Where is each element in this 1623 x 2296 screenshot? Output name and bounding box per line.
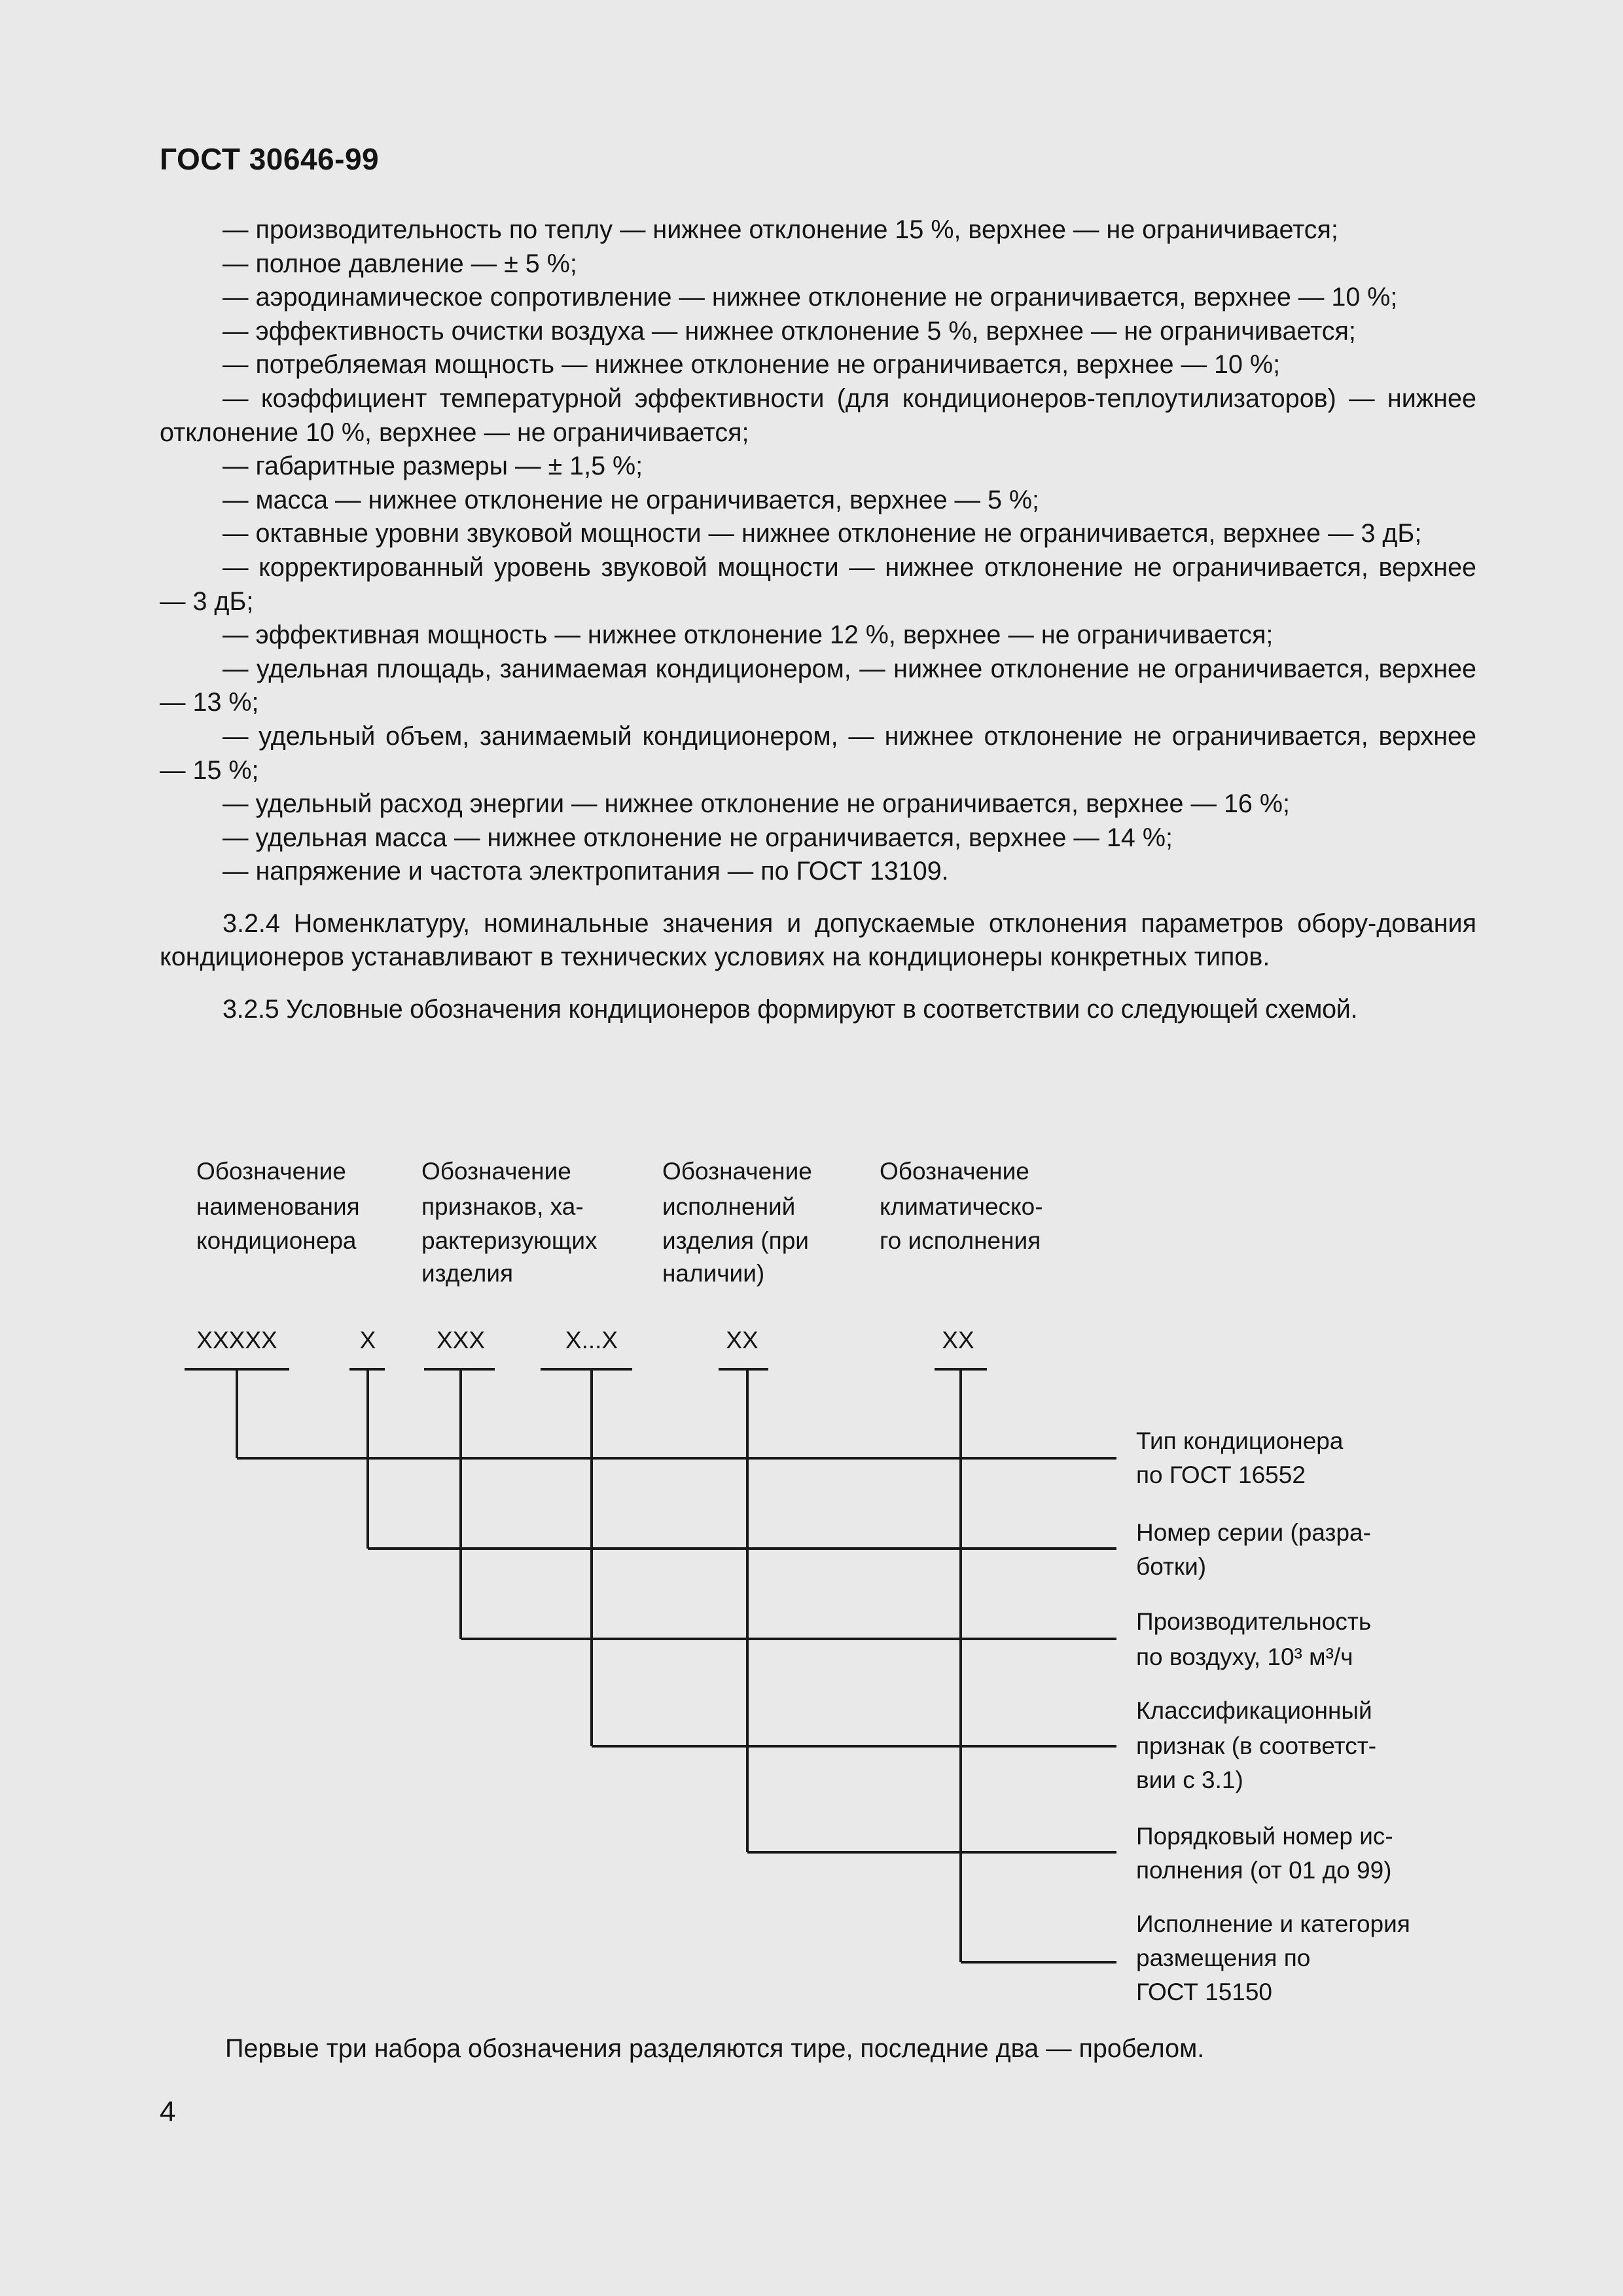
code-series: X — [359, 1327, 376, 1354]
label-line: Порядковый номер ис- — [1136, 1823, 1393, 1850]
label-climatic-category — [1136, 1910, 1410, 2005]
column-header-line: наличии) — [662, 1260, 765, 1287]
column-header-features — [421, 1158, 597, 1287]
page-number: 4 — [160, 2096, 176, 2128]
column-header-line: наименования — [196, 1193, 360, 1220]
scheme-note: Первые три набора обозначения разделяются тире, последние два — пробелом. — [225, 2034, 1205, 2063]
label-line: Тип кондиционера — [1136, 1427, 1344, 1454]
label-line: по ГОСТ 16552 — [1136, 1462, 1306, 1488]
paragraph-3-2-4: 3.2.4 Номенклатуру, номинальные значения и допускаемые отклонения параметров обору-дования кондиционеров устанавливают в технических условиях на кондиционеры конкретных типов. — [160, 908, 1476, 972]
list-item: — полное давление — ± 5 %; — [223, 249, 577, 278]
label-line: Производительность — [1136, 1608, 1372, 1635]
column-header-versions — [662, 1158, 812, 1287]
column-header-line: изделия (при — [662, 1227, 809, 1254]
column-header-line: го исполнения — [880, 1227, 1041, 1254]
list-item: — удельная площадь, занимаемая кондиционером, — нижнее отклонение не ограничивается, верхнее — 13 %; — [160, 654, 1476, 717]
label-line: Классификационный — [1136, 1697, 1372, 1724]
paragraph-3-2-5: 3.2.5 Условные обозначения кондиционеров формируют в соответствии со следующей схемой. — [223, 995, 1358, 1024]
list-item: — октавные уровни звуковой мощности — нижнее отклонение не ограничивается, верхнее — 3 дБ; — [223, 519, 1422, 548]
list-item: — напряжение и частота электропитания — по ГОСТ 13109. — [223, 857, 949, 886]
code-version: XX — [726, 1327, 758, 1354]
list-item: — производительность по теплу — нижнее отклонение 15 %, верхнее — не ограничивается; — [223, 215, 1338, 244]
code-capacity: XXX — [436, 1327, 486, 1354]
label-line: Исполнение и категория — [1136, 1910, 1410, 1937]
list-item: — эффективность очистки воздуха — нижнее отклонение 5 %, верхнее — не ограничивается; — [223, 316, 1356, 346]
column-header-line: признаков, ха- — [421, 1193, 584, 1220]
label-line: по воздуху, 10³ м³/ч — [1136, 1643, 1353, 1670]
label-line: ГОСТ 15150 — [1136, 1979, 1272, 2005]
standard-number: ГОСТ 30646-99 — [160, 142, 380, 176]
label-series — [1136, 1519, 1371, 1580]
column-header-line: Обозначение — [421, 1158, 571, 1185]
list-item: — удельный объем, занимаемый кондиционером, — нижнее отклонение не ограничивается, верхнее — 15 %; — [160, 721, 1476, 785]
column-header-line: Обозначение — [196, 1158, 346, 1185]
label-line: полнения (от 01 до 99) — [1136, 1857, 1392, 1884]
column-header-line: изделия — [421, 1260, 514, 1287]
column-header-line: Обозначение — [662, 1158, 812, 1185]
label-capacity — [1136, 1608, 1371, 1670]
code-name: XXXXX — [196, 1327, 277, 1354]
column-header-line: Обозначение — [880, 1158, 1029, 1185]
code-climatic: XX — [942, 1327, 974, 1354]
label-line: размещения по — [1136, 1945, 1311, 1971]
label-line: признак (в соответст- — [1136, 1732, 1377, 1759]
list-item: — удельный расход энергии — нижнее отклонение не ограничивается, верхнее — 16 %; — [223, 789, 1290, 819]
list-item: — аэродинамическое сопротивление — нижнее отклонение не ограничивается, верхнее — 10 %; — [223, 283, 1398, 312]
list-item: — коэффициент температурной эффективности (для кондиционеров-теплоутилизаторов) — нижнее отклонение 10 %, верхнее — не ограничивается; — [160, 384, 1476, 447]
column-header-line: климатическо- — [880, 1193, 1043, 1220]
list-item: — масса — нижнее отклонение не ограничивается, верхнее — 5 %; — [223, 485, 1040, 514]
label-classification — [1136, 1697, 1376, 1793]
list-item: — эффективная мощность — нижнее отклонение 12 %, верхнее — не ограничивается; — [223, 620, 1274, 650]
list-item: — удельная масса — нижнее отклонение не ограничивается, верхнее — 14 %; — [223, 823, 1173, 852]
list-item: — потребляемая мощность — нижнее отклонение не ограничивается, верхнее — 10 %; — [223, 350, 1281, 380]
label-version-number — [1136, 1823, 1393, 1884]
label-line: ботки) — [1136, 1553, 1207, 1580]
column-header-name — [196, 1158, 360, 1254]
code-class: X...X — [565, 1327, 618, 1354]
list-item: — корректированный уровень звуковой мощности — нижнее отклонение не ограничивается, верхнее — 3 дБ; — [160, 552, 1476, 616]
list-item: — габаритные размеры — ± 1,5 %; — [223, 452, 643, 481]
column-header-line: исполнений — [662, 1193, 796, 1220]
column-header-climatic — [880, 1158, 1043, 1254]
label-line: Номер серии (разра- — [1136, 1519, 1371, 1546]
label-type — [1136, 1427, 1344, 1488]
column-header-line: рактеризующих — [421, 1227, 597, 1254]
column-header-line: кондиционера — [196, 1227, 357, 1254]
label-line: вии с 3.1) — [1136, 1767, 1243, 1793]
